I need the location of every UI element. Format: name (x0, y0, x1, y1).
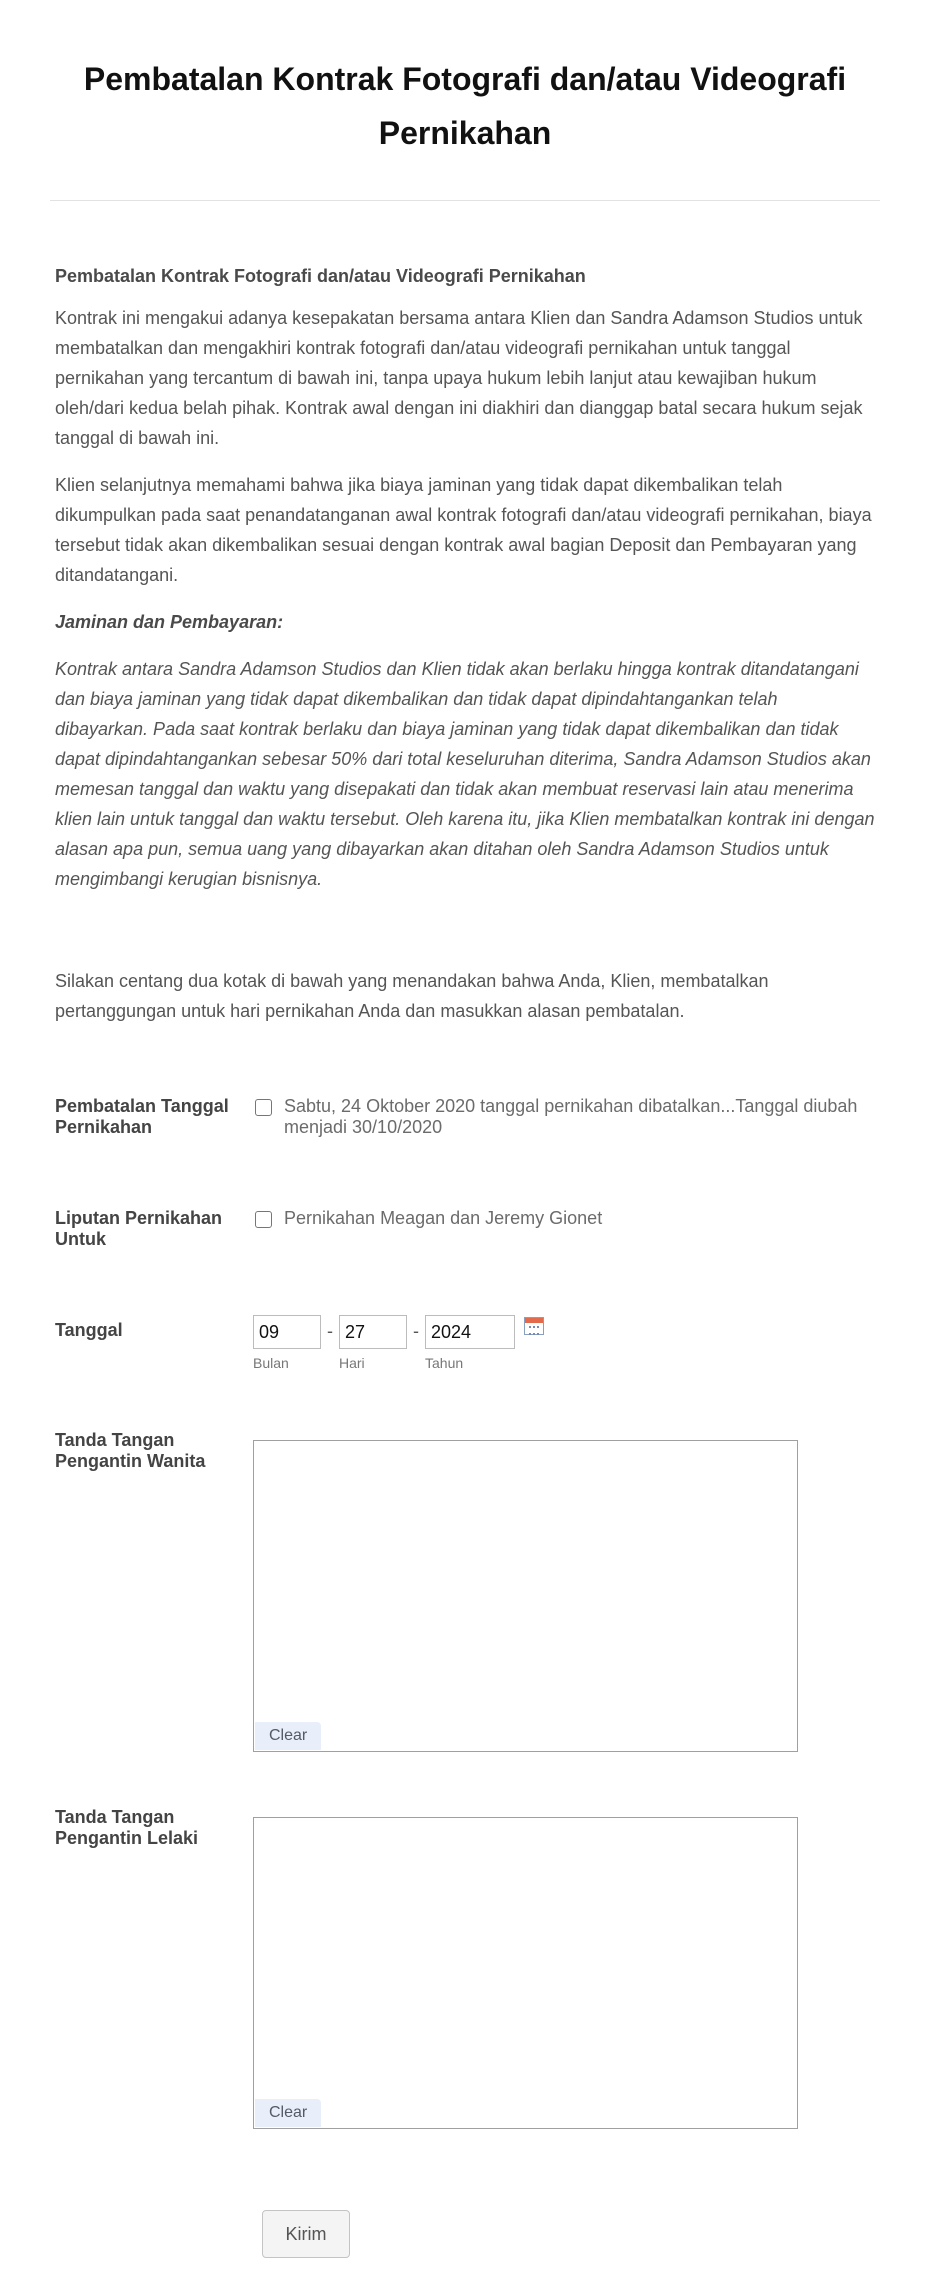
form-header (50, 0, 880, 201)
bride-signature-label: Tanda Tangan Pengantin Wanita (55, 1430, 206, 1471)
form (0, 0, 930, 1026)
coverage-label: Liputan Pernikahan Untuk (55, 1208, 223, 1249)
intro-text (0, 201, 930, 894)
date-month-part (253, 1315, 321, 1371)
date-year-label: Tahun (425, 1355, 464, 1371)
intro-paragraph-2: Klien selanjutnya memahami bahwa jika biaya jaminan yang tidak dapat dikembalikan telah dikumpulkan pada saat penandatanganan awal kontrak fotografi dan/atau videografi pernikahan, biaya tersebut tidak akan dikembalikan sesuai dengan kontrak awal bagian Deposit dan Pembayaran yang ditandatangani. (55, 475, 872, 585)
intro-paragraph-1: Kontrak ini mengakui adanya kesepakatan bersama antara Klien dan Sandra Adamson Studios untuk membatalkan dan mengakhiri kontrak fotografi dan/atau videografi pernikahan untuk tanggal pernikahan yang tercantum di bawah ini, tanpa upaya hukum lebih lanjut atau kewajiban hukum oleh/dari kedua belah pihak. Kontrak awal dengan ini diakhiri dan dianggap batal secara hukum sejak tanggal di bawah ini. (55, 308, 863, 448)
groom-signature-clear-button[interactable]: Clear (255, 2099, 321, 2127)
calendar-icon[interactable] (524, 1317, 544, 1335)
groom-signature-wrapper (253, 1817, 798, 2129)
cancel-date-option[interactable] (255, 1096, 864, 1138)
bride-signature-pad[interactable] (253, 1440, 798, 1752)
cancel-date-label: Pembatalan Tanggal Pernikahan (55, 1096, 229, 1137)
bride-signature-wrapper (253, 1440, 798, 1752)
deposit-text: Kontrak antara Sandra Adamson Studios dan Klien tidak akan berlaku hingga kontrak ditandatangani dan biaya jaminan yang tidak dapat dikembalikan dan tidak dapat dipindahtangankan telah dibayarkan. Pada saat kontrak berlaku dan biaya jaminan yang tidak dapat dikembalikan dan tidak dapat dipindahtangankan sebesar 50% dari total keseluruhan diterima, Sandra Adamson Studios akan memesan tanggal dan waktu yang disepakati dan tidak akan membuat reservasi lain atau menerima klien lain untuk tanggal dan waktu tersebut. Oleh karena itu, jika Klien membatalkan kontrak ini dengan alasan apa pun, semua uang yang dibayarkan akan ditahan oleh Sandra Adamson Studios untuk mengimbangi kerugian bisnisnya. (55, 659, 875, 889)
groom-signature-pad[interactable] (253, 1817, 798, 2129)
date-year-input[interactable]: 2024 (425, 1315, 515, 1349)
intro-subheading: Pembatalan Kontrak Fotografi dan/atau Videografi Pernikahan (55, 266, 586, 286)
coverage-checkbox[interactable] (255, 1211, 272, 1228)
date-day-label: Hari (339, 1355, 365, 1371)
page-title: Pembatalan Kontrak Fotografi dan/atau Videografi Pernikahan (83, 61, 847, 151)
date-month-label: Bulan (253, 1355, 289, 1371)
deposit-heading: Jaminan dan Pembayaran: (55, 612, 284, 632)
coverage-option[interactable] (255, 1208, 864, 1229)
groom-signature-label: Tanda Tangan Pengantin Lelaki (55, 1807, 199, 1848)
instruction-paragraph: Silakan centang dua kotak di bawah yang menandakan bahwa Anda, Klien, membatalkan pertanggungan untuk hari pernikahan Anda dan masukkan alasan pembatalan. (55, 971, 769, 1021)
date-day-input[interactable]: 27 (339, 1315, 407, 1349)
date-label: Tanggal (55, 1320, 123, 1340)
coverage-option-label[interactable]: Pernikahan Meagan dan Jeremy Gionet (284, 1208, 603, 1228)
cancel-date-checkbox[interactable] (255, 1099, 272, 1116)
submit-button[interactable]: Kirim (262, 2210, 350, 2258)
date-month-input[interactable]: 09 (253, 1315, 321, 1349)
date-day-part (339, 1315, 407, 1371)
cancel-date-option-label[interactable]: Sabtu, 24 Oktober 2020 tanggal pernikahan dibatalkan...Tanggal diubah menjadi 30/10/2020 (284, 1096, 858, 1137)
date-inputs (253, 1315, 544, 1371)
date-separator-1: - (327, 1321, 333, 1341)
instruction-text (0, 911, 930, 1026)
bride-signature-clear-button[interactable]: Clear (255, 1722, 321, 1750)
date-year-part (425, 1315, 515, 1371)
date-separator-2: - (413, 1321, 419, 1341)
